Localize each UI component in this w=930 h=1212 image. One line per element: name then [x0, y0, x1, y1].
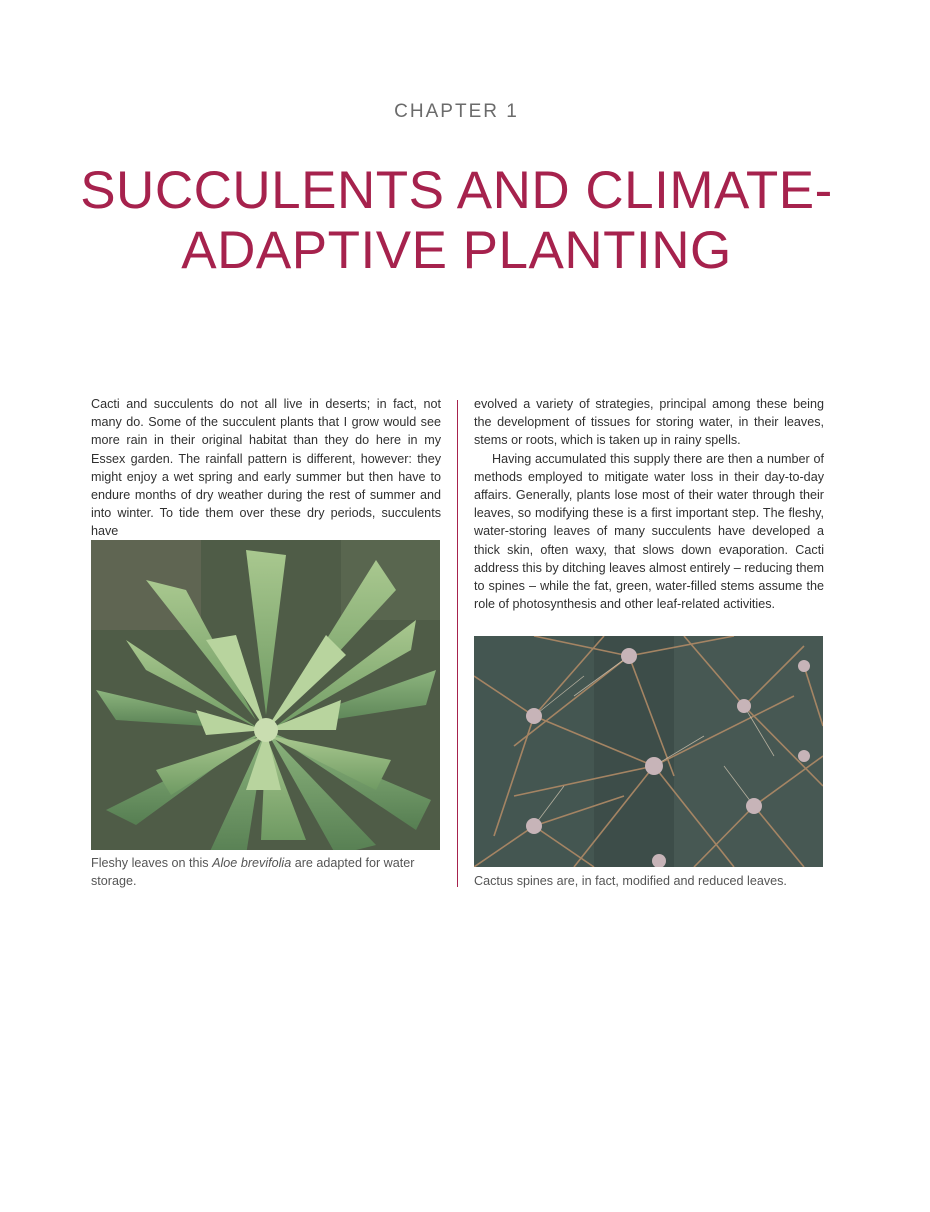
body-paragraph: Cacti and succulents do not all live in deserts; in fact, not many do. Some of the succulent plants that I grow would see more rain in their original habitat than they do here in my Essex garden. The rainfall pattern is different, however: they might enjoy a wet spring and early summer but then have to endure months of dry weather during the rest of summer and into winter. To tide them over these dry periods, succulents have: [91, 397, 441, 539]
body-paragraph: Having accumulated this supply there are then a number of methods employed to mitigate water loss in their day-to-day affairs. Generally, plants lose most of their water through their leaves, so modifying these is a first important step. The fleshy, water-storing leaves of many succulents have developed a thick skin, often waxy, that slows down evaporation. Cacti address this by ditching leaves almost entirely – reducing them to spines – while the fat, green, water-filled stems assume the role of photosynthesis and other leaf-related activities.: [474, 451, 825, 612]
chapter-title-line-1: SUCCULENTS AND CLIMATE-: [80, 161, 833, 220]
aloe-photo: [91, 540, 440, 850]
caption-text: Fleshy leaves on this: [91, 856, 213, 870]
chapter-label: CHAPTER 1: [394, 101, 519, 122]
cactus-caption: Cactus spines are, in fact, modified and reduced leaves.: [474, 874, 787, 888]
cactus-illustration: [474, 636, 823, 867]
body-paragraph: evolved a variety of strategies, principal among these being the development of tissues for storing water, in their leaves, stems or roots, which is taken up in rainy spells.: [474, 397, 824, 448]
aloe-caption: [91, 854, 440, 890]
cactus-photo: [474, 636, 823, 867]
caption-species-name: Aloe brevifolia: [212, 856, 292, 870]
chapter-title: [0, 161, 913, 281]
aloe-illustration: [91, 540, 440, 850]
column-divider: [457, 400, 458, 887]
chapter-title-line-2: ADAPTIVE PLANTING: [181, 221, 732, 280]
right-column: [474, 395, 824, 613]
left-column: [91, 395, 441, 541]
caption-text: are adapted for water storage.: [91, 856, 415, 888]
